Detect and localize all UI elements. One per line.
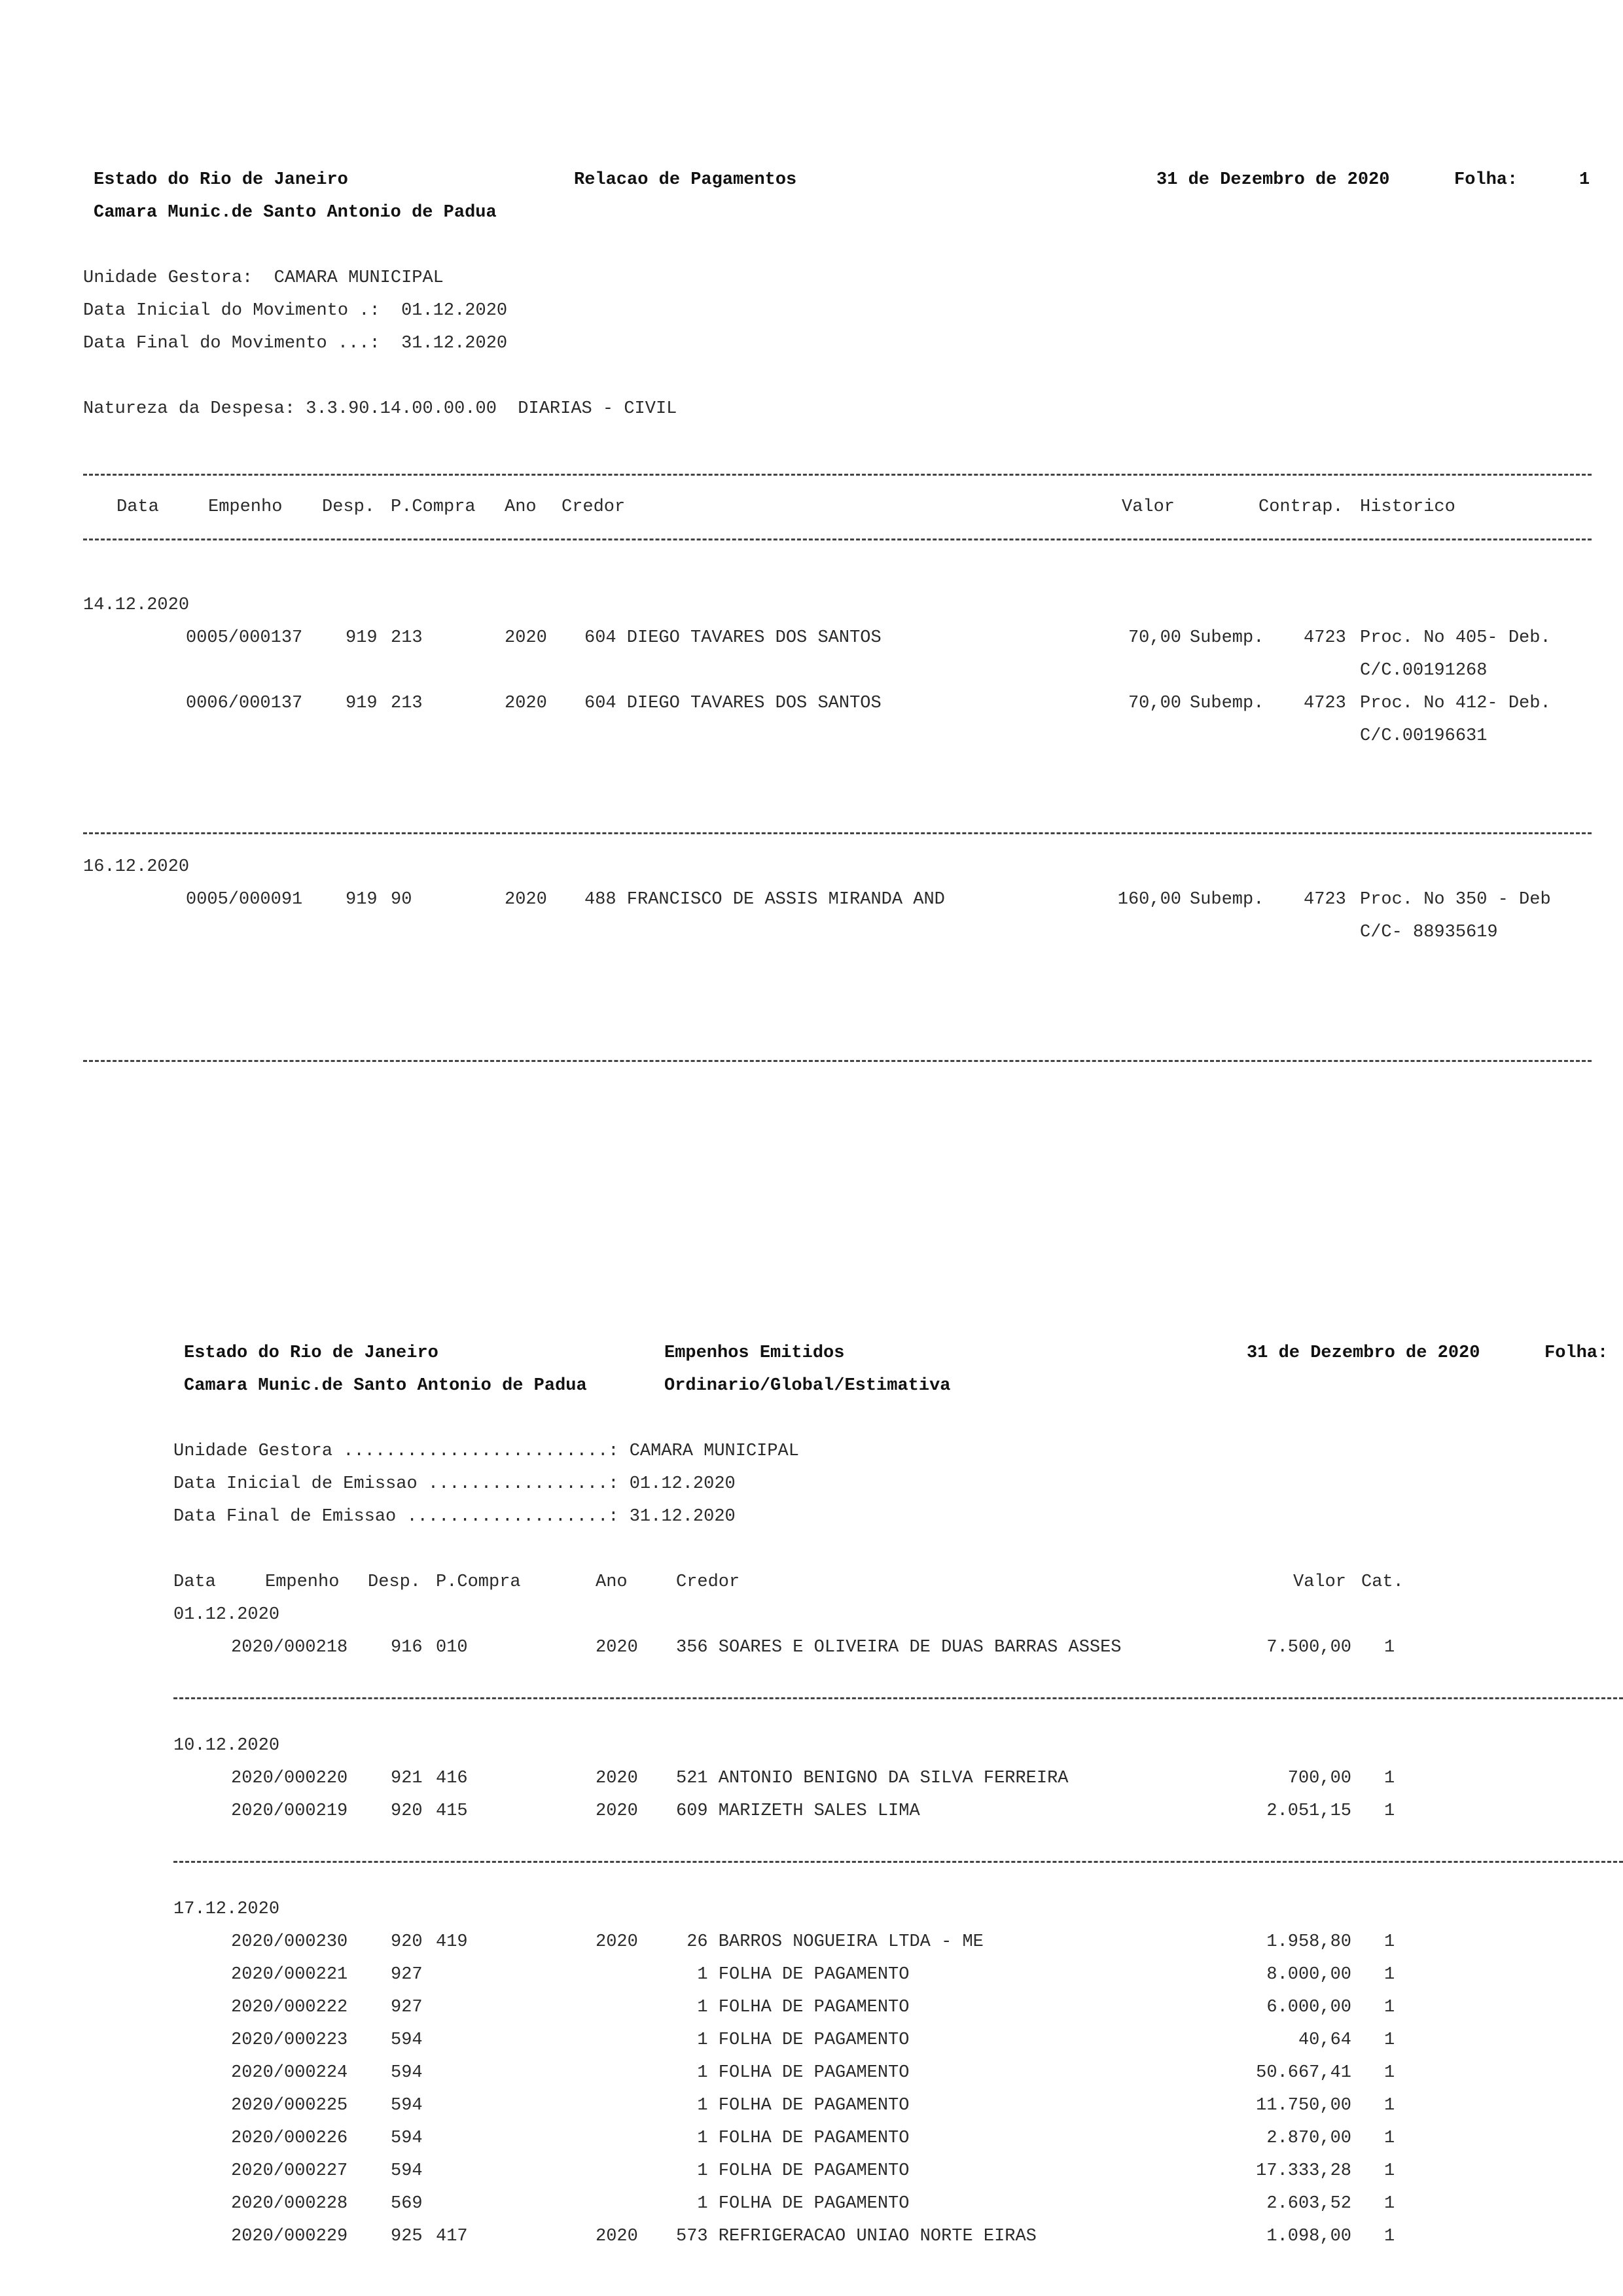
r2-col-empenho: Empenho [265,1572,340,1592]
r2-data-final: Data Final de Emissao ...................: 31.12.2020 [173,1507,736,1527]
r1-col-valor: Valor [1122,497,1175,517]
empenho-cell: 2020/000229 [231,2227,348,2246]
empenho-cell: 2020/000219 [231,1801,348,1821]
r1-divider [83,1060,1592,1062]
valor-cell: 70,00 [1128,694,1181,713]
credor-cell: 1 FOLHA DE PAGAMENTO [676,2063,910,2083]
credor-cell: 1 FOLHA DE PAGAMENTO [676,2194,910,2214]
cat-cell: 1 [1384,1998,1395,2017]
desp-cell: 594 [391,2096,423,2115]
credor-cell: 609 MARIZETH SALES LIMA [676,1801,920,1821]
credor-cell: 1 FOLHA DE PAGAMENTO [676,2030,910,2050]
r2-col-ano: Ano [596,1572,628,1592]
valor-cell: 160,00 [1117,890,1181,910]
desp-cell: 925 [391,2227,423,2246]
desp-cell: 569 [391,2194,423,2214]
r2-col-cat: Cat. [1361,1572,1404,1592]
cat-cell: 1 [1384,1638,1395,1657]
historico-cell-cont: C/C.00196631 [1360,726,1488,746]
pcompra-cell: 010 [436,1638,468,1657]
r1-data-inicial: Data Inicial do Movimento .: 01.12.2020 [83,301,508,321]
valor-cell: 1.958,80 [1266,1932,1351,1952]
ano-cell: 2020 [596,1801,638,1821]
subemp-cell: Subemp. [1190,694,1264,713]
historico-cell: Proc. No 405- Deb. [1360,628,1551,648]
credor-cell: 1 FOLHA DE PAGAMENTO [676,2161,910,2181]
empenho-cell: 0005/000091 [186,890,303,910]
cat-cell: 1 [1384,1769,1395,1788]
r2-col-data: Data [173,1572,216,1592]
valor-cell: 50.667,41 [1256,2063,1351,2083]
r2-group-date: 17.12.2020 [173,1899,280,1919]
empenho-cell: 2020/000221 [231,1965,348,1985]
r1-col-empenho: Empenho [208,497,283,517]
r2-state: Estado do Rio de Janeiro [184,1343,438,1363]
empenho-cell: 2020/000220 [231,1769,348,1788]
empenho-cell: 2020/000224 [231,2063,348,2083]
pcompra-cell: 417 [436,2227,468,2246]
r1-folha-number: 1 [1579,170,1590,190]
r1-group-date: 16.12.2020 [83,857,190,877]
r2-divider [173,1697,1623,1699]
r2-entity: Camara Munic.de Santo Antonio de Padua [184,1376,587,1396]
credor-cell: 26 BARROS NOGUEIRA LTDA - ME [676,1932,984,1952]
cat-cell: 1 [1384,1965,1395,1985]
valor-cell: 700,00 [1287,1769,1351,1788]
valor-cell: 2.051,15 [1266,1801,1351,1821]
desp-cell: 920 [391,1801,423,1821]
r1-col-historico: Historico [1360,497,1455,517]
cat-cell: 1 [1384,2030,1395,2050]
desp-cell: 920 [391,1932,423,1952]
r2-col-desp: Desp. [368,1572,421,1592]
valor-cell: 8.000,00 [1266,1965,1351,1985]
r1-natureza-despesa: Natureza da Despesa: 3.3.90.14.00.00.00 DIARIAS - CIVIL [83,399,677,419]
contrap-cell: 4723 [1304,628,1346,648]
empenho-cell: 2020/000218 [231,1638,348,1657]
cat-cell: 1 [1384,2128,1395,2148]
empenho-cell: 2020/000230 [231,1932,348,1952]
desp-cell: 919 [346,890,378,910]
valor-cell: 17.333,28 [1256,2161,1351,2181]
credor-cell: 488 FRANCISCO DE ASSIS MIRANDA AND [584,890,945,910]
ano-cell: 2020 [596,1932,638,1952]
credor-cell: 356 SOARES E OLIVEIRA DE DUAS BARRAS ASSES [676,1638,1122,1657]
cat-cell: 1 [1384,1932,1395,1952]
pcompra-cell: 90 [391,890,412,910]
r1-col-contrap: Contrap. [1258,497,1344,517]
r2-subtitle: Ordinario/Global/Estimativa [664,1376,951,1396]
desp-cell: 594 [391,2128,423,2148]
credor-cell: 1 FOLHA DE PAGAMENTO [676,2128,910,2148]
pcompra-cell: 213 [391,694,423,713]
ano-cell: 2020 [596,2227,638,2246]
desp-cell: 919 [346,628,378,648]
cat-cell: 1 [1384,2063,1395,2083]
desp-cell: 594 [391,2063,423,2083]
r2-date: 31 de Dezembro de 2020 [1247,1343,1480,1363]
desp-cell: 919 [346,694,378,713]
empenho-cell: 2020/000227 [231,2161,348,2181]
r2-data-inicial: Data Inicial de Emissao .................: 01.12.2020 [173,1474,736,1494]
r1-unidade-gestora: Unidade Gestora: CAMARA MUNICIPAL [83,268,444,288]
credor-cell: 604 DIEGO TAVARES DOS SANTOS [584,628,882,648]
credor-cell: 1 FOLHA DE PAGAMENTO [676,1965,910,1985]
credor-cell: 521 ANTONIO BENIGNO DA SILVA FERREIRA [676,1769,1069,1788]
desp-cell: 594 [391,2030,423,2050]
historico-cell: Proc. No 350 - Deb [1360,890,1551,910]
r2-col-credor: Credor [676,1572,740,1592]
r1-folha-label: Folha: [1454,170,1518,190]
r2-col-valor: Valor [1293,1572,1347,1592]
r2-group-date: 01.12.2020 [173,1605,280,1625]
r1-col-desp: Desp. [322,497,376,517]
valor-cell: 11.750,00 [1256,2096,1351,2115]
r1-date: 31 de Dezembro de 2020 [1156,170,1390,190]
pcompra-cell: 416 [436,1769,468,1788]
cat-cell: 1 [1384,1801,1395,1821]
credor-cell: 1 FOLHA DE PAGAMENTO [676,1998,910,2017]
subemp-cell: Subemp. [1190,890,1264,910]
r2-col-pcompra: P.Compra [436,1572,521,1592]
valor-cell: 40,64 [1298,2030,1351,2050]
historico-cell-cont: C/C.00191268 [1360,661,1488,680]
r1-col-pcompra: P.Compra [391,497,476,517]
credor-cell: 573 REFRIGERACAO UNIAO NORTE EIRAS [676,2227,1037,2246]
valor-cell: 2.870,00 [1266,2128,1351,2148]
ano-cell: 2020 [505,628,547,648]
credor-cell: 604 DIEGO TAVARES DOS SANTOS [584,694,882,713]
contrap-cell: 4723 [1304,694,1346,713]
desp-cell: 927 [391,1965,423,1985]
desp-cell: 921 [391,1769,423,1788]
r2-divider [173,1861,1623,1863]
cat-cell: 1 [1384,2161,1395,2181]
valor-cell: 1.098,00 [1266,2227,1351,2246]
cat-cell: 1 [1384,2194,1395,2214]
credor-cell: 1 FOLHA DE PAGAMENTO [676,2096,910,2115]
r1-divider [83,474,1592,476]
empenho-cell: 2020/000223 [231,2030,348,2050]
ano-cell: 2020 [505,694,547,713]
r1-state: Estado do Rio de Janeiro [94,170,348,190]
r1-data-final: Data Final do Movimento ...: 31.12.2020 [83,334,508,353]
valor-cell: 7.500,00 [1266,1638,1351,1657]
contrap-cell: 4723 [1304,890,1346,910]
pcompra-cell: 415 [436,1801,468,1821]
valor-cell: 6.000,00 [1266,1998,1351,2017]
r1-col-data: Data [116,497,159,517]
r1-divider [83,832,1592,834]
empenho-cell: 2020/000228 [231,2194,348,2214]
desp-cell: 916 [391,1638,423,1657]
pcompra-cell: 213 [391,628,423,648]
r2-title: Empenhos Emitidos [664,1343,845,1363]
valor-cell: 2.603,52 [1266,2194,1351,2214]
desp-cell: 927 [391,1998,423,2017]
cat-cell: 1 [1384,2227,1395,2246]
empenho-cell: 0005/000137 [186,628,303,648]
r1-title: Relacao de Pagamentos [574,170,797,190]
r1-col-ano: Ano [505,497,537,517]
empenho-cell: 0006/000137 [186,694,303,713]
r2-group-date: 10.12.2020 [173,1736,280,1756]
ano-cell: 2020 [505,890,547,910]
cat-cell: 1 [1384,2096,1395,2115]
ano-cell: 2020 [596,1638,638,1657]
pcompra-cell: 419 [436,1932,468,1952]
r2-unidade-gestora: Unidade Gestora .........................: CAMARA MUNICIPAL [173,1441,799,1461]
subemp-cell: Subemp. [1190,628,1264,648]
r1-entity: Camara Munic.de Santo Antonio de Padua [94,203,497,222]
historico-cell-cont: C/C- 88935619 [1360,923,1498,942]
empenho-cell: 2020/000226 [231,2128,348,2148]
r1-group-date: 14.12.2020 [83,595,190,615]
r1-divider [83,539,1592,540]
historico-cell: Proc. No 412- Deb. [1360,694,1551,713]
r2-folha-label: Folha: [1544,1343,1609,1363]
r1-col-credor: Credor [562,497,626,517]
empenho-cell: 2020/000222 [231,1998,348,2017]
ano-cell: 2020 [596,1769,638,1788]
valor-cell: 70,00 [1128,628,1181,648]
empenho-cell: 2020/000225 [231,2096,348,2115]
desp-cell: 594 [391,2161,423,2181]
